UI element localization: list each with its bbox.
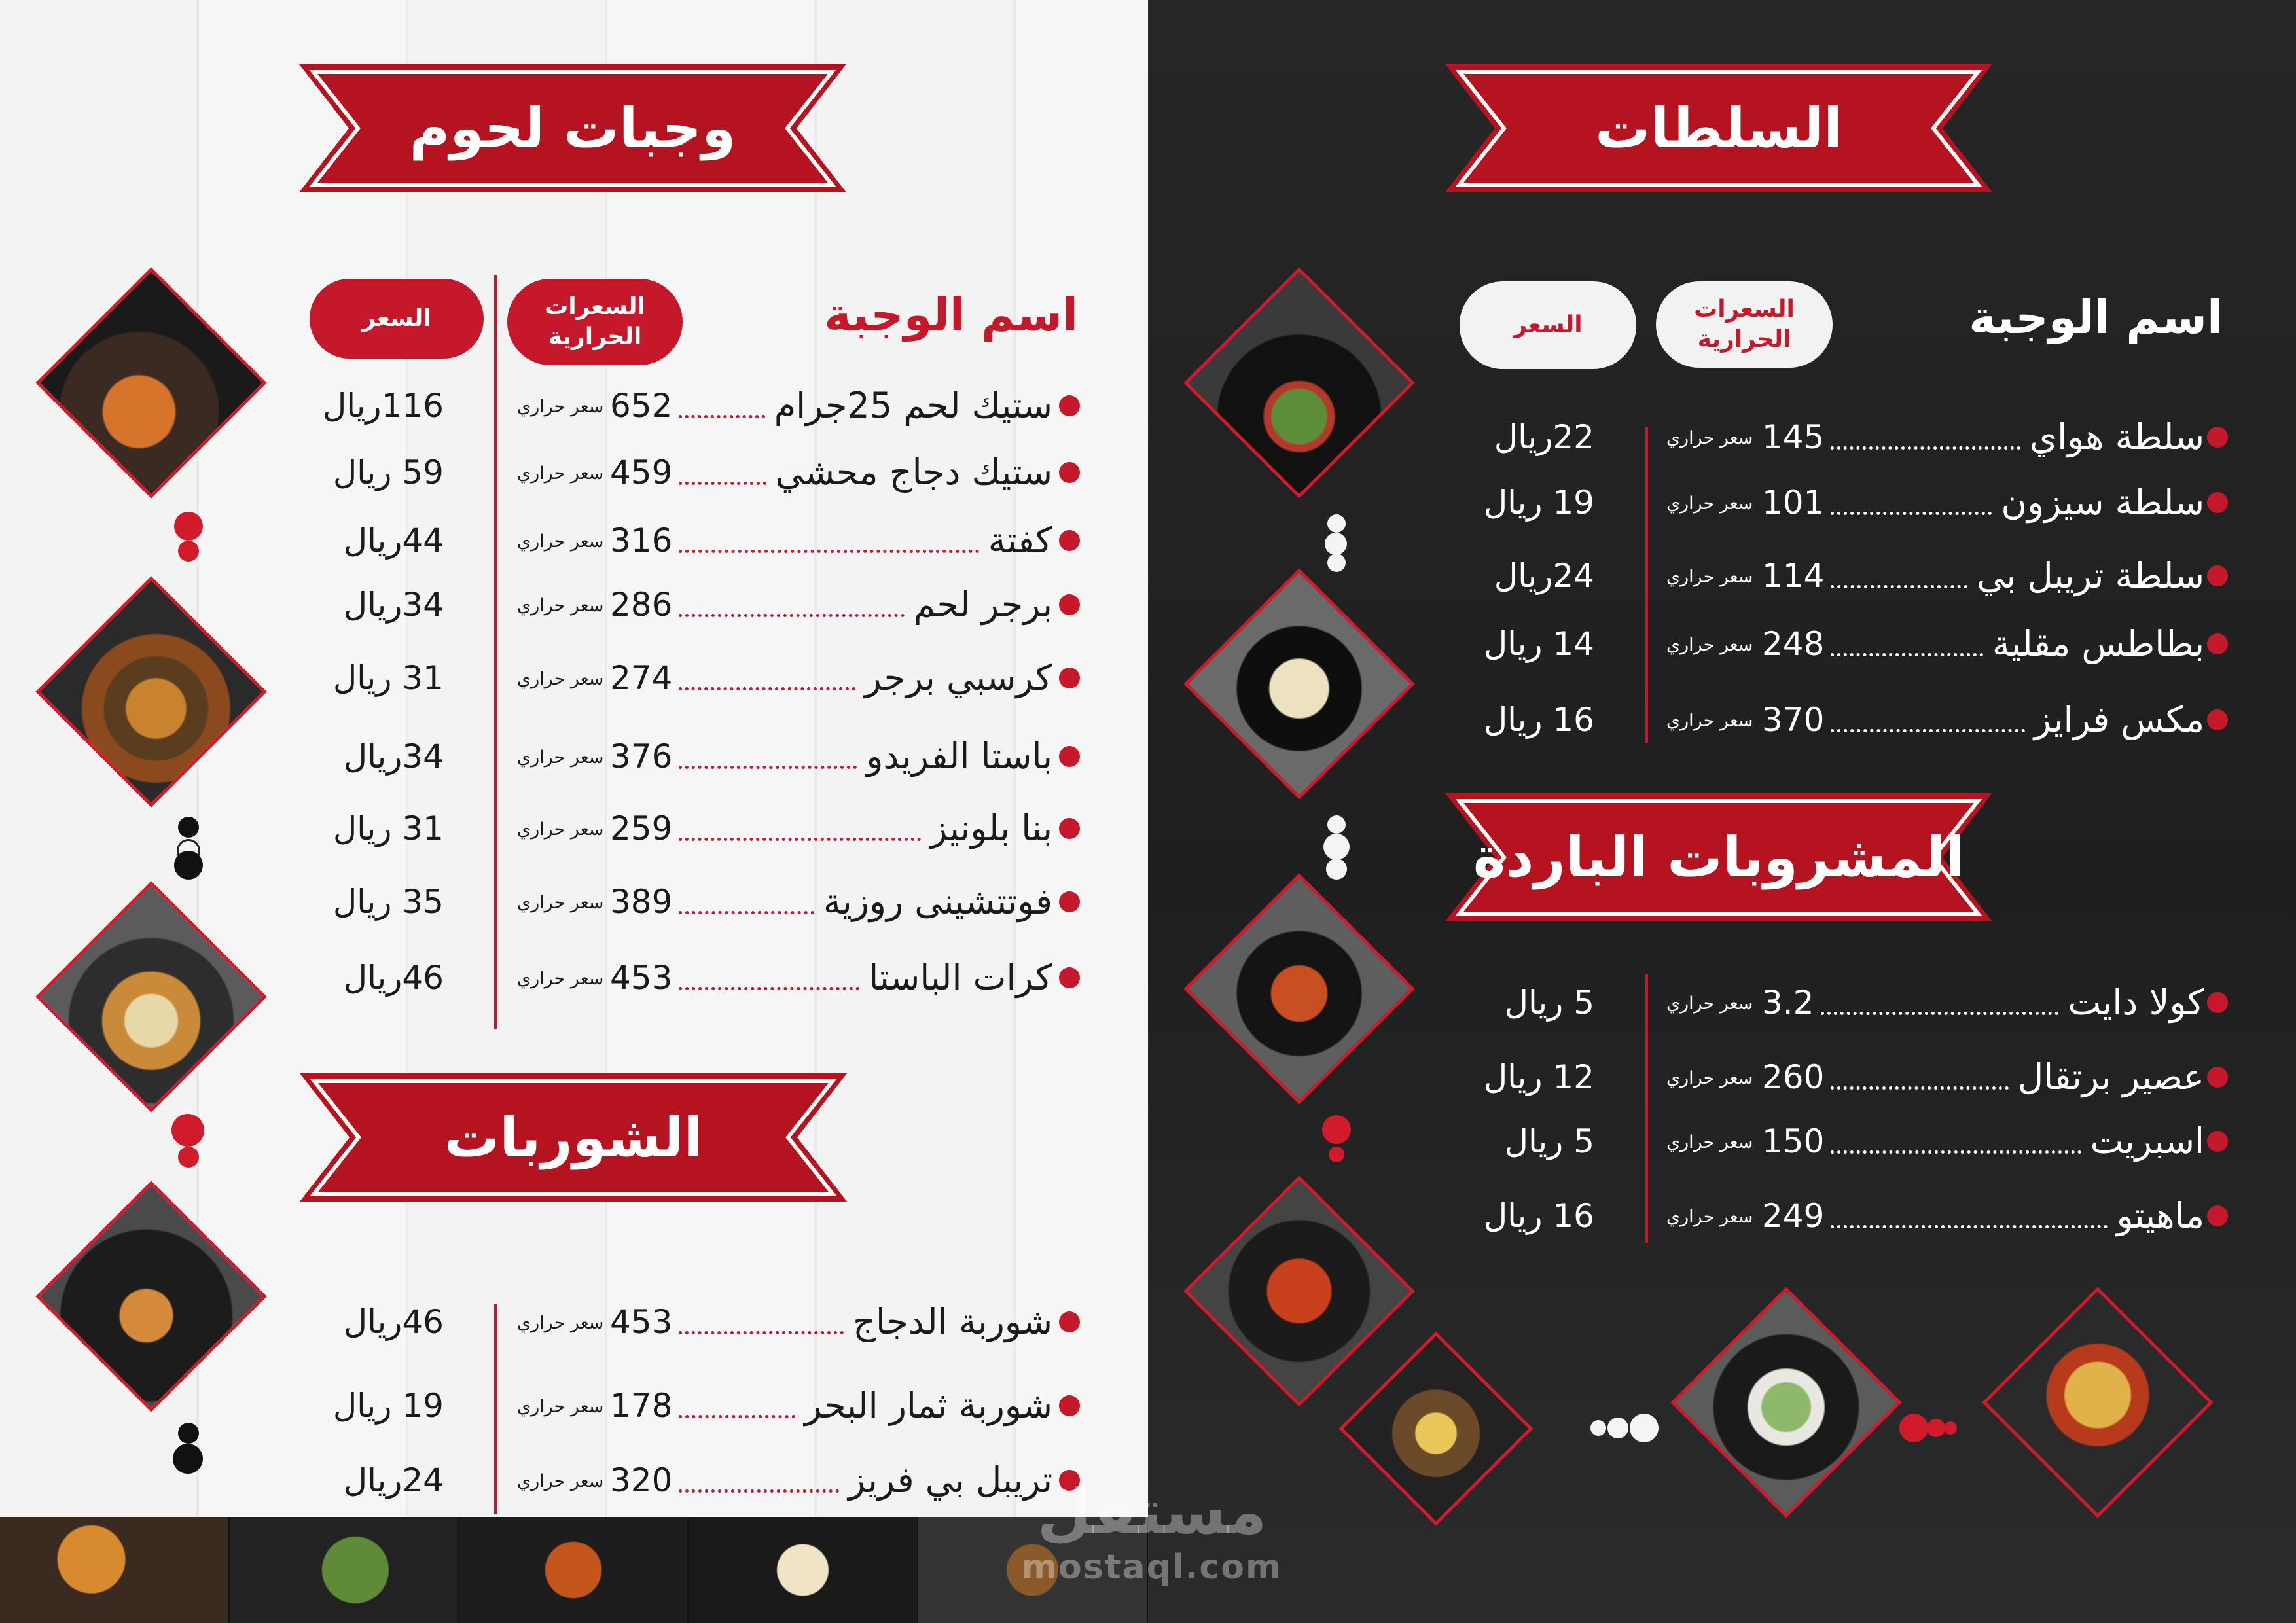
dotted-leader <box>1831 1150 2081 1154</box>
bullet-dot <box>1059 1395 1080 1416</box>
item-calories: 286 <box>610 586 673 624</box>
item-name: سلطة سيزون <box>2001 482 2204 523</box>
bead <box>171 1114 204 1147</box>
strip-photo <box>689 1517 918 1623</box>
menu-item-row <box>1148 1112 2296 1171</box>
item-name: كفتة <box>988 520 1052 561</box>
bullet-dot <box>1059 668 1080 688</box>
item-calories: 259 <box>610 810 673 847</box>
item-calories-unit: سعر حراري <box>1666 1068 1753 1088</box>
bullet-dot <box>1059 462 1080 483</box>
bead <box>1327 554 1346 572</box>
item-calories-unit: سعر حراري <box>1666 1132 1753 1152</box>
menu-item-row <box>0 511 1148 570</box>
item-name: تريبل بي فريز <box>848 1459 1052 1501</box>
dotted-leader <box>679 765 857 769</box>
bullet-dot <box>1059 891 1080 912</box>
item-name: اسبريت <box>2090 1120 2204 1162</box>
dotted-leader <box>679 1414 795 1418</box>
item-calories-unit: سعر حراري <box>517 531 604 552</box>
item-name: ستيك دجاج محشي <box>775 452 1052 493</box>
salads-calories-header: السعرات الحرارية <box>1656 281 1833 368</box>
item-calories: 459 <box>610 454 673 491</box>
soups-banner <box>300 1073 847 1202</box>
item-name: عصير برتقال <box>2017 1056 2204 1097</box>
dotted-leader <box>679 414 765 418</box>
item-name: برجر لحم <box>913 584 1052 625</box>
bead <box>173 1444 203 1474</box>
salads-banner <box>1445 64 1992 192</box>
item-calories: 178 <box>610 1387 673 1425</box>
bead <box>1899 1414 1928 1442</box>
bead <box>1927 1419 1945 1437</box>
item-price: 44ريال <box>343 522 444 560</box>
bead <box>1327 514 1346 533</box>
item-calories: 249 <box>1762 1197 1825 1235</box>
bullet-dot <box>2207 427 2228 448</box>
item-calories: 260 <box>1762 1058 1825 1096</box>
item-calories: 389 <box>610 883 673 921</box>
watermark-url: mostaql.com <box>1021 1548 1283 1587</box>
watermark <box>1008 1476 1296 1600</box>
dotted-leader <box>679 481 766 485</box>
bead <box>174 512 203 541</box>
item-price: 19 ريال <box>332 1387 444 1425</box>
drinks-banner <box>1445 793 1992 921</box>
item-name: شوربة ثمار البحر <box>804 1385 1052 1426</box>
item-name: شوربة الدجاج <box>853 1301 1052 1342</box>
meat-title: وجبات لحوم <box>409 96 736 160</box>
bullet-dot <box>1059 1311 1080 1332</box>
meat-price-header: السعر <box>310 279 484 359</box>
item-calories: 3.2 <box>1762 984 1814 1022</box>
item-price: 24ريال <box>343 1461 444 1499</box>
soups-title: الشوربات <box>444 1105 703 1169</box>
item-price: 22ريال <box>1494 418 1594 456</box>
item-name: كرسبي برجر <box>864 657 1052 698</box>
item-price: 46ريال <box>343 1303 444 1341</box>
bead <box>1326 859 1347 880</box>
bead <box>178 1423 199 1444</box>
meat-name-header: اسم الوجبة <box>824 288 1078 342</box>
item-calories-unit: سعر حراري <box>517 1471 604 1491</box>
item-name: بنا بلونيز <box>930 808 1052 849</box>
item-calories-unit: سعر حراري <box>517 463 604 484</box>
item-calories: 274 <box>610 659 673 697</box>
dotted-leader <box>1831 511 1992 515</box>
item-name: ماهيتو <box>2116 1195 2204 1236</box>
dotted-leader <box>679 986 859 990</box>
item-calories-unit: سعر حراري <box>517 596 604 616</box>
bead <box>174 851 203 880</box>
item-calories-unit: سعر حراري <box>517 893 604 913</box>
salads-title: السلطات <box>1595 96 1842 160</box>
item-calories-unit: سعر حراري <box>517 747 604 768</box>
item-price: 16 ريال <box>1483 701 1594 739</box>
meat-banner <box>299 64 846 192</box>
dotted-leader <box>679 1330 844 1334</box>
item-price: 34ريال <box>343 586 444 624</box>
bullet-dot <box>2207 1067 2228 1088</box>
bullet-dot <box>2207 565 2228 586</box>
bead <box>1323 834 1350 860</box>
item-price: 12 ريال <box>1483 1058 1594 1096</box>
dotted-leader <box>679 910 814 914</box>
bullet-dot <box>2207 1131 2228 1152</box>
item-calories-unit: سعر حراري <box>1666 711 1753 731</box>
item-calories: 320 <box>610 1461 673 1499</box>
item-calories: 101 <box>1762 484 1825 522</box>
item-price: 5 ريال <box>1504 1122 1594 1160</box>
item-calories-unit: سعر حراري <box>1666 993 1753 1014</box>
bullet-dot <box>1059 746 1080 767</box>
bullet-dot <box>1059 530 1080 551</box>
item-price: 59 ريال <box>332 454 444 491</box>
strip-photo <box>459 1517 689 1623</box>
dotted-leader <box>1831 1086 2009 1090</box>
item-calories-unit: سعر حراري <box>517 1397 604 1417</box>
item-price: 35 ريال <box>332 883 444 921</box>
bead <box>1630 1414 1659 1442</box>
bottom-photo-strip <box>0 1517 1148 1623</box>
dotted-leader <box>679 613 905 617</box>
item-calories-unit: سعر حراري <box>517 1313 604 1333</box>
bead <box>1590 1420 1606 1436</box>
bead <box>178 1147 199 1168</box>
item-calories: 370 <box>1762 701 1825 739</box>
bead <box>1325 533 1347 555</box>
meat-calories-header: السعرات الحرارية <box>507 279 683 365</box>
item-price: 34ريال <box>343 738 444 776</box>
item-calories-unit: سعر حراري <box>1666 428 1753 448</box>
dish-photo-10 <box>1670 1287 1902 1518</box>
dotted-leader <box>1831 446 2020 450</box>
item-price: 116ريال <box>322 387 444 425</box>
dotted-leader <box>1821 1011 2058 1015</box>
menu-item-row <box>0 799 1148 858</box>
dish-photo-11 <box>1982 1287 2214 1518</box>
salads-price-header: السعر <box>1460 281 1636 369</box>
item-calories: 150 <box>1762 1122 1825 1160</box>
bullet-dot <box>2207 709 2228 730</box>
dotted-leader <box>679 837 921 841</box>
item-calories: 145 <box>1762 418 1825 456</box>
item-calories-unit: سعر حراري <box>1666 567 1753 587</box>
bullet-dot <box>2207 1205 2228 1226</box>
strip-photo <box>0 1517 230 1623</box>
dotted-leader <box>1831 728 2025 732</box>
right-menu-page <box>1148 0 2296 1623</box>
bead <box>178 817 199 838</box>
item-price: 46ريال <box>343 959 444 997</box>
item-calories-unit: سعر حراري <box>517 969 604 989</box>
item-price: 16 ريال <box>1483 1197 1594 1235</box>
bullet-dot <box>2207 492 2228 513</box>
item-name: سلطة هواي <box>2029 416 2204 457</box>
item-name: بطاطس مقلية <box>1992 623 2204 664</box>
watermark-arabic: مستقل <box>1037 1475 1267 1548</box>
item-price: 5 ريال <box>1504 984 1594 1022</box>
salads-name-header: اسم الوجبة <box>1969 291 2223 344</box>
menu-item-row <box>1148 473 2296 532</box>
item-calories: 114 <box>1762 557 1825 595</box>
item-price: 31 ريال <box>332 659 444 697</box>
item-price: 24ريال <box>1494 557 1594 595</box>
strip-photo <box>230 1517 459 1623</box>
item-calories-unit: سعر حراري <box>517 819 604 840</box>
bead <box>1322 1115 1351 1144</box>
item-calories-unit: سعر حراري <box>517 397 604 417</box>
item-calories: 453 <box>610 1303 673 1341</box>
bullet-dot <box>2207 992 2228 1013</box>
bullet-dot <box>1059 594 1080 615</box>
dotted-leader <box>1831 1224 2108 1228</box>
dotted-leader <box>679 1489 839 1493</box>
item-calories-unit: سعر حراري <box>1666 493 1753 514</box>
bullet-dot <box>1059 395 1080 416</box>
item-price: 31 ريال <box>332 810 444 847</box>
item-name: كولا دايت <box>2068 982 2204 1023</box>
item-name: مكس فرايز <box>2034 699 2204 740</box>
dotted-leader <box>679 687 855 690</box>
dotted-leader <box>1831 652 1983 656</box>
bead <box>1607 1418 1628 1438</box>
item-price: 19 ريال <box>1483 484 1594 522</box>
bullet-dot <box>1059 818 1080 839</box>
item-calories: 652 <box>610 387 673 425</box>
bead <box>1327 815 1346 834</box>
drinks-title: المشروبات الباردة <box>1473 825 1965 889</box>
item-name: ستيك لحم 25جرام <box>774 385 1052 426</box>
item-name: كرات الباستا <box>869 957 1052 998</box>
dotted-leader <box>1831 584 1967 588</box>
bullet-dot <box>2207 633 2228 654</box>
dish-photo-9 <box>1339 1332 1534 1526</box>
item-name: فوتتشينى روزية <box>823 881 1052 922</box>
bead <box>1944 1421 1957 1435</box>
item-calories-unit: سعر حراري <box>517 669 604 689</box>
item-name: سلطة تريبل بي <box>1977 555 2204 596</box>
item-calories: 248 <box>1762 625 1825 663</box>
item-calories-unit: سعر حراري <box>1666 635 1753 655</box>
bead <box>178 541 199 562</box>
item-calories: 316 <box>610 522 673 560</box>
dotted-leader <box>679 549 979 553</box>
item-price: 14 ريال <box>1483 625 1594 663</box>
item-name: باستا الفريدو <box>866 736 1052 777</box>
bullet-dot <box>1059 967 1080 988</box>
item-calories: 376 <box>610 738 673 776</box>
item-calories-unit: سعر حراري <box>1666 1207 1753 1227</box>
bead <box>1329 1147 1344 1162</box>
item-calories: 453 <box>610 959 673 997</box>
